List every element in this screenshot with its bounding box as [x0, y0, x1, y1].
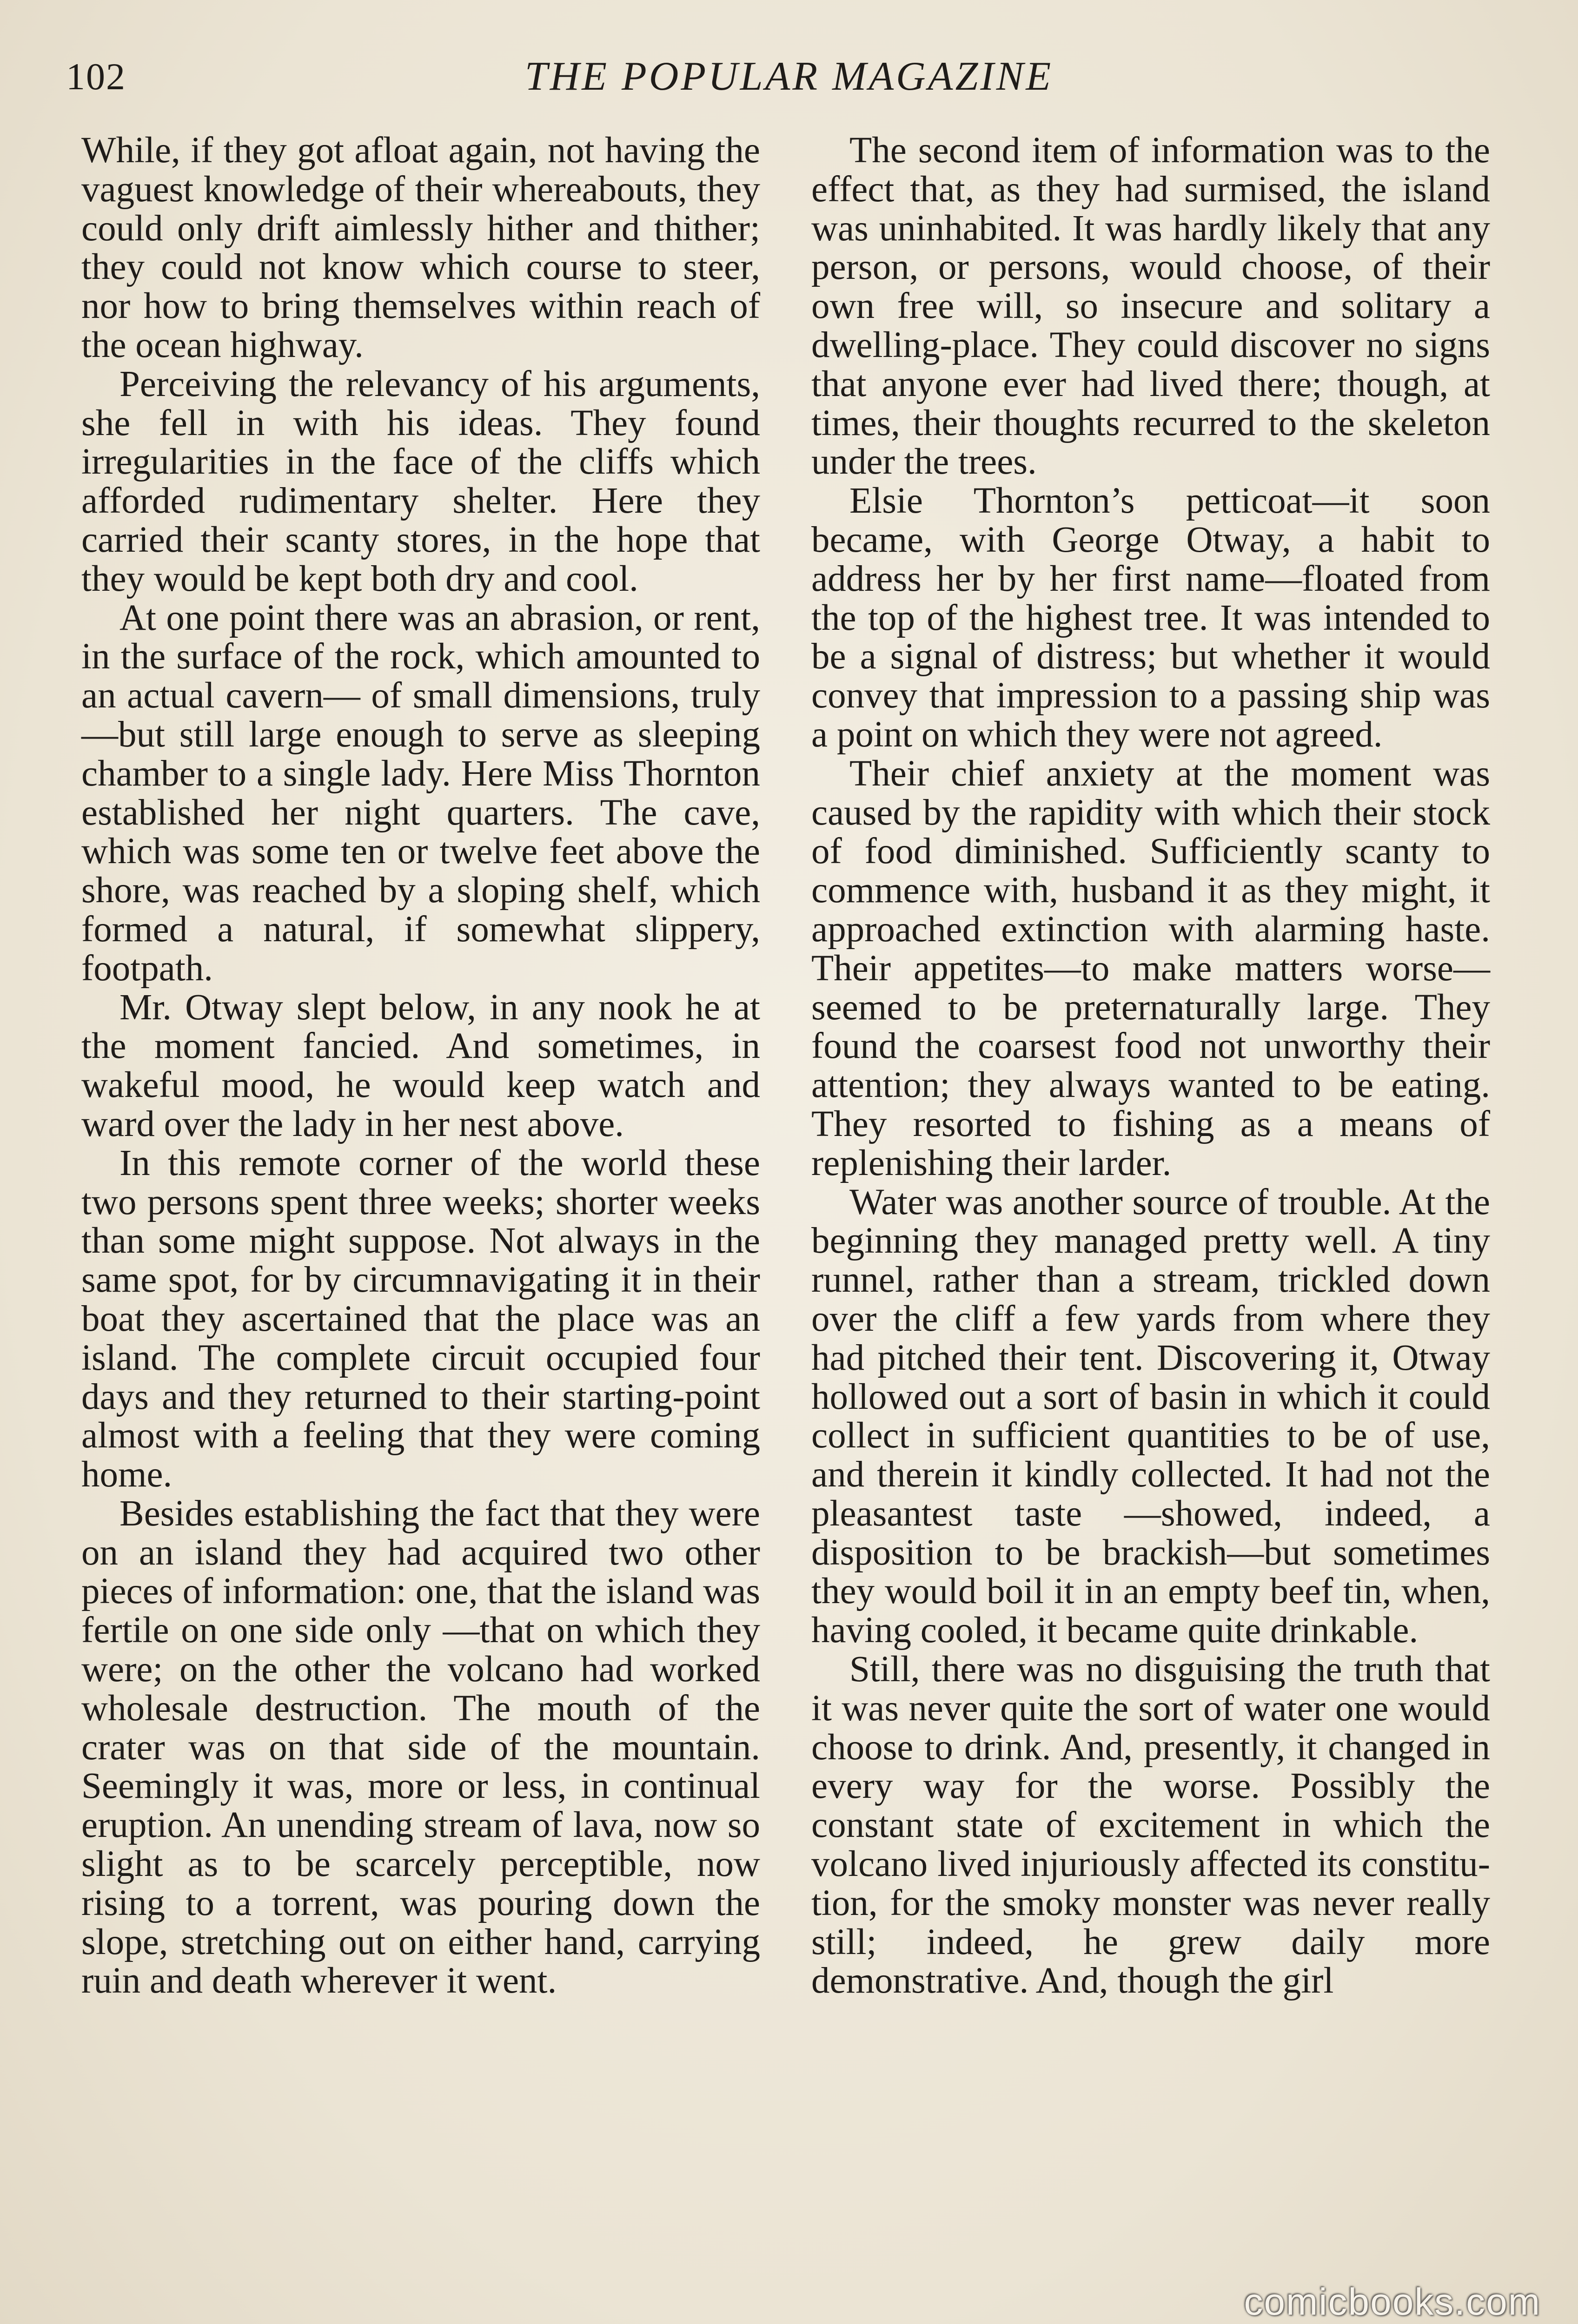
paragraph: Mr. Otway slept below, in any nook he at the moment fancied. And sometimes, in wakeful mood, he would keep watch and ward over the lady in her nest above.	[81, 987, 760, 1144]
paragraph: Perceiving the relevancy of his arguments, she fell in with his ideas. They found irregularities in the face of the cliffs which afforded rudimentary shelter. Here they carried their scanty stores, in the hope that they would be kept both dry and cool.	[81, 363, 760, 599]
paragraph: At one point there was an abrasion, or rent, in the surface of the rock, which amounted to an actual cavern— of small dimensions, truly—but still large enough to serve as sleeping chamber to a single lady. Here Miss Thornton established her night quarters. The cave, which was some ten or twelve feet above the shore, was reached by a sloping shelf, which formed a natural, if somewhat slippery, footpath.	[81, 597, 760, 989]
paragraph: Still, there was no disguising the truth that it was never quite the sort of water one would choose to drink. And, presently, it changed in every way for the worse. Possibly the constant state of excitement in which the volcano lived injuriously affected its constitution, for the smoky monster was never really still; indeed, he grew daily more demonstrative. And, though the girl	[811, 1649, 1490, 2001]
paragraph: The second item of information was to the effect that, as they had surmised, the island was uninhabited. It was hardly likely that any person, or persons, would choose, of their own free will, so insecure and solitary a dwelling-place. They could discover no signs that anyone ever had lived there; though, at times, their thoughts recurred to the skeleton under the trees.	[811, 130, 1490, 482]
paragraph: Besides establishing the fact that they were on an island they had acquired two other pieces of information: one, that the island was fertile on one side only —that on which they were; on the other the volcano had worked wholesale destruction. The mouth of the crater was on that side of the mountain. Seemingly it was, more or less, in continual eruption. An unending stream of lava, now so slight as to be scarcely perceptible, now rising to a torrent, was pouring down the slope, stretching out on either hand, carrying ruin and death wherever it went.	[81, 1493, 760, 2001]
page-header	[66, 49, 1512, 105]
watermark: comicbooks.com	[1244, 2281, 1541, 2323]
paragraph: Water was another source of trouble. At the beginning they managed pretty well. A tiny runnel, rather than a stream, trickled down over the cliff a few yards from where they had pitched their tent. Discovering it, Otway hollowed out a sort of basin in which it could collect in sufficient quantities to be of use, and therein it kindly collected. It had not the pleasantest taste —showed, indeed, a disposition to be brackish—but sometimes they would boil it in an empty beef tin, when, having cooled, it became quite drinkable.	[811, 1182, 1490, 1651]
paragraph: While, if they got afloat again, not having the vaguest knowledge of their whereabouts, they could only drift aimlessly hither and thither; they could not know which course to steer, nor how to bring themselves within reach of the ocean highway.	[81, 130, 760, 365]
page-number: 102	[66, 55, 126, 98]
right-column	[811, 131, 1490, 2000]
running-head: THE POPULAR MAGAZINE	[524, 54, 1054, 99]
paragraph: In this remote corner of the world these two persons spent three weeks; shorter weeks than some might suppose. Not always in the same spot, for by circumnavigating it in their boat they ascertained that the place was an island. The complete circuit occupied four days and they returned to their starting-point almost with a feeling that they were coming home.	[81, 1142, 760, 1495]
paragraph: Elsie Thornton’s petticoat—it soon became, with George Otway, a habit to address her by her first name—floated from the top of the highest tree. It was intended to be a signal of distress; but whether it would convey that impression to a passing ship was a point on which they were not agreed.	[811, 481, 1490, 755]
paragraph: Their chief anxiety at the moment was caused by the rapidity with which their stock of food diminished. Sufficiently scanty to commence with, husband it as they might, it approached extinction with alarming haste. Their appetites—to make matters worse— seemed to be preternaturally large. They found the coarsest food not unworthy their attention; they always wanted to be eating. They resorted to fishing as a means of replenishing their larder.	[811, 753, 1490, 1183]
left-column	[81, 131, 760, 2000]
